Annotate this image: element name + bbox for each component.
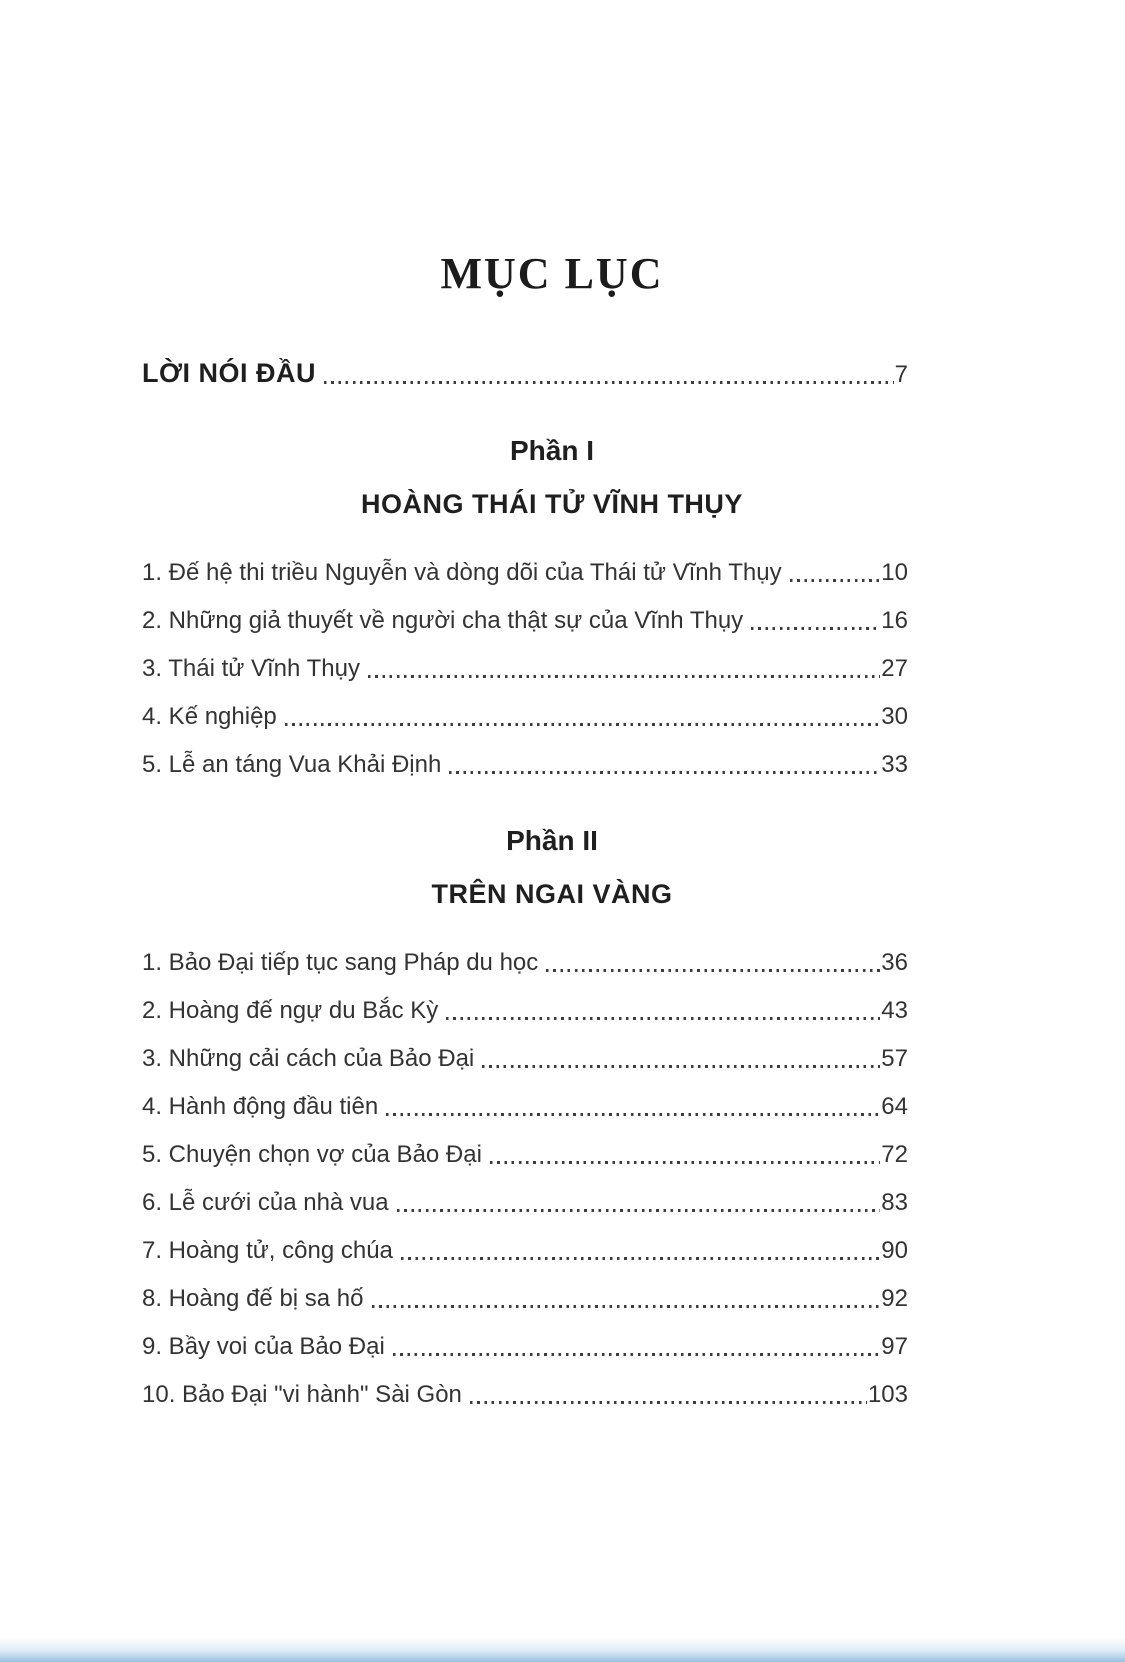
toc-entry-label: LỜI NÓI ĐẦU [142,358,317,388]
toc-entry-label: 5. Chuyện chọn vợ của Bảo Đại [142,1141,482,1168]
part-label: Phần I [509,435,594,466]
toc-entry [142,702,908,731]
toc-entry-label: 1. Đế hệ thi triều Nguyễn và dòng dõi của Thái tử Vĩnh Thụy [142,559,782,586]
toc-entry [142,359,908,389]
part-section-2 [142,825,908,1409]
toc-entry [142,750,908,779]
toc-entry-page: 10 [881,559,908,586]
toc-entry [142,654,908,683]
toc-entry-page: 33 [881,751,908,778]
toc-entry [142,1092,908,1121]
dot-leader [401,1257,880,1260]
dot-leader [546,969,880,972]
part-section-1 [142,435,908,779]
toc-entry-label: 4. Kế nghiệp [142,703,277,730]
toc-entry-label: 1. Bảo Đại tiếp tục sang Pháp du học [142,949,539,976]
toc-entry-label: 5. Lễ an táng Vua Khải Định [142,751,442,778]
toc-entry-label: 10. Bảo Đại "vi hành" Sài Gòn [142,1381,462,1408]
toc-entry [142,558,908,587]
toc-page [142,0,908,1409]
toc-entry-label: 6. Lễ cưới của nhà vua [142,1189,389,1216]
dot-leader [490,1161,880,1164]
toc-entry-page: 16 [881,607,908,634]
toc-entry [142,1188,908,1217]
toc-entry-label: 9. Bầy voi của Bảo Đại [142,1333,385,1360]
toc-entry-page: 30 [881,703,908,730]
dot-leader [449,771,880,774]
toc-entry [142,1380,908,1409]
toc-entry-label: 2. Hoàng đế ngự du Bắc Kỳ [142,997,439,1024]
dot-leader [482,1065,880,1068]
part-title: TRÊN NGAI VÀNG [431,879,673,909]
dot-leader [386,1113,880,1116]
dot-leader [397,1209,881,1212]
dot-leader [446,1017,880,1020]
toc-entry-page: 97 [881,1333,908,1360]
toc-entry [142,1044,908,1073]
dot-leader [285,723,881,726]
toc-entry [142,1284,908,1313]
toc-entry [142,606,908,635]
toc-entry-page: 7 [894,361,908,388]
toc-entry-label: 7. Hoàng tử, công chúa [142,1237,393,1264]
dot-leader [368,675,880,678]
toc-entry [142,948,908,977]
toc-entry-page: 43 [881,997,908,1024]
dot-leader [372,1305,881,1308]
dot-leader [751,627,880,630]
dot-leader [790,579,881,582]
dot-leader [324,381,894,384]
toc-entry-label: 3. Những cải cách của Bảo Đại [142,1045,475,1072]
toc-entry-page: 83 [881,1189,908,1216]
toc-entry-page: 90 [881,1237,908,1264]
toc-entry [142,996,908,1025]
toc-entry-label: 3. Thái tử Vĩnh Thụy [142,655,360,682]
dot-leader [470,1401,867,1404]
toc-entry-page: 72 [881,1141,908,1168]
toc-entry-label: 4. Hành động đầu tiên [142,1093,379,1120]
toc-entry [142,1332,908,1361]
toc-entry-page: 36 [881,949,908,976]
toc-entry-page: 103 [867,1381,908,1408]
scanned-page-edge [0,1638,1125,1662]
toc-entry [142,1140,908,1169]
toc-entry-page: 92 [881,1285,908,1312]
dot-leader [393,1353,880,1356]
toc-entry-label: 2. Những giả thuyết về người cha thật sự của Vĩnh Thụy [142,607,744,634]
part-title: HOÀNG THÁI TỬ VĨNH THỤY [361,489,743,519]
toc-entry-page: 64 [881,1093,908,1120]
toc-entry-page: 57 [881,1045,908,1072]
toc-entry [142,1236,908,1265]
part-label: Phần II [506,825,598,856]
page-title: MỤC LỤC [440,249,664,298]
toc-entry-label: 8. Hoàng đế bị sa hố [142,1285,364,1312]
toc-entry-page: 27 [881,655,908,682]
